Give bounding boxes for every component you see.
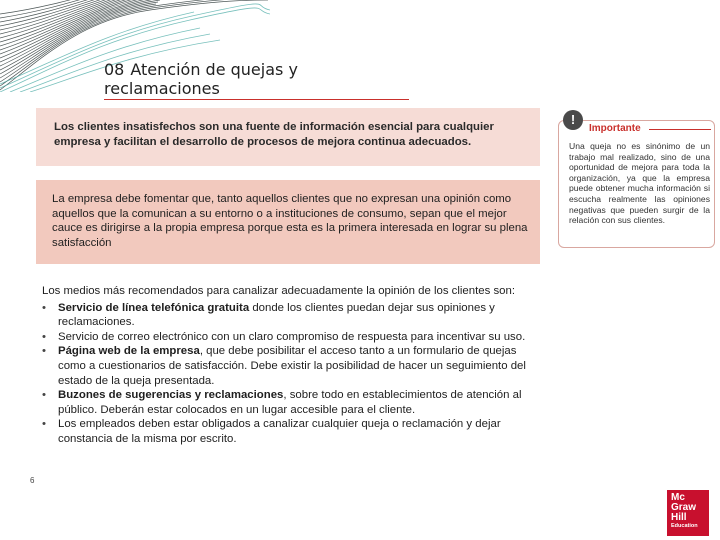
list-item (42, 344, 538, 388)
chapter-heading (104, 60, 409, 100)
logo-line: Mc (671, 492, 685, 503)
list-item-bold: Servicio de línea telefónica gratuita (58, 301, 250, 314)
sidebar-label: Importante (589, 123, 641, 134)
chapter-number: 08 (104, 60, 125, 79)
publisher-logo (667, 490, 709, 536)
highlight-box-insatisfechos (36, 108, 540, 166)
chapter-title: Atención de quejas y reclamaciones (104, 60, 298, 98)
list-item-bold: Buzones de sugerencias y reclamaciones (58, 389, 284, 402)
page-number: 6 (30, 476, 35, 485)
sidebar-divider (649, 129, 711, 130)
channels-list (42, 301, 538, 447)
exclamation-icon: ! (563, 110, 583, 130)
list-item-text: , que debe posibilitar el acceso tanto a un formulario de quejas como a cuestionarios de satisfacción. Debe existir la posibilidad de hacer un seguimiento del estado de la queja presentada. (58, 345, 526, 387)
list-item (42, 417, 538, 446)
logo-line: Education (671, 523, 698, 529)
list-item-text: , sobre todo en establecimientos de atención al público. Deberán estar colocados en un lugar accesible para el cliente. (58, 389, 522, 416)
list-item (42, 388, 538, 417)
list-item-text: donde los clientes puedan dejar sus opiniones y reclamaciones. (58, 301, 495, 329)
logo-line: Graw (671, 502, 697, 513)
logo-line: Hill (671, 512, 687, 523)
sidebar-text: Una queja no es sinónimo de un trabajo mal realizado, sino de una oportunidad de mejora para toda la organización, ya que la empresa puede obtener mucha información si escucha realmente las opiniones negativas que pueden surgir de la relación con sus clientes. (569, 141, 710, 226)
list-item (42, 330, 538, 345)
importante-sidebar (558, 112, 715, 248)
highlight-box-text: Los clientes insatisfechos son una fuente de información esencial para cualquier empresa y facilitan el desarrollo de procesos de mejora continua adecuados. (54, 121, 494, 148)
highlight-box-text: La empresa debe fomentar que, tanto aquellos clientes que no expresan una opinión como aquellos que la comunican a su entorno o a instituciones de consumo, sepan que el mejor cauce es dirigirse a la propia empresa porque esta es la primera interesada en lograr su plena satisfacción (52, 193, 528, 249)
list-intro: Los medios más recomendados para canalizar adecuadamente la opinión de los clientes son: (42, 285, 515, 297)
list-item (42, 301, 538, 330)
main-content (42, 284, 538, 447)
list-item-text: Servicio de correo electrónico con un claro compromiso de respuesta para incentivar su uso. (58, 330, 526, 343)
highlight-box-fomentar (36, 180, 540, 264)
list-item-bold: Página web de la empresa (58, 345, 200, 358)
list-item-text: Los empleados deben estar obligados a canalizar cualquier queja o reclamación y dejar constancia de la misma por escrito. (58, 418, 501, 445)
